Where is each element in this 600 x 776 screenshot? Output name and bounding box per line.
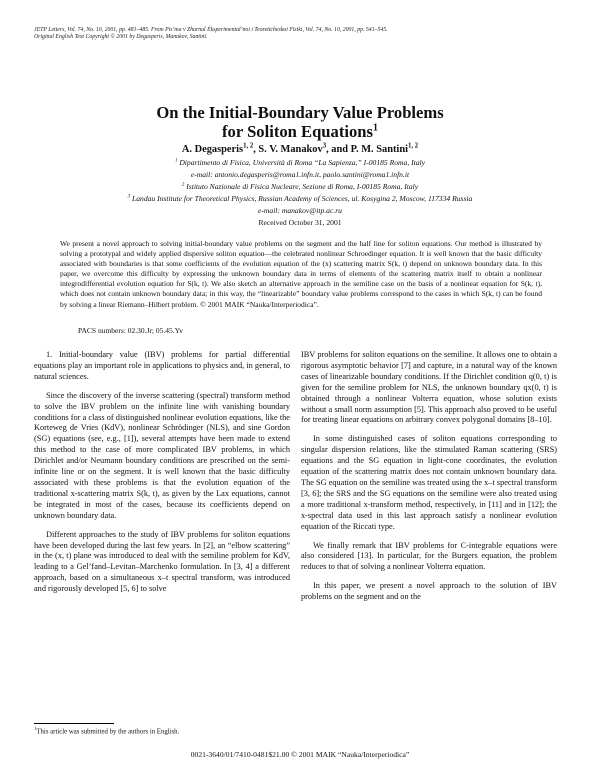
aff-sup: 3 — [127, 194, 131, 200]
right-column — [301, 350, 557, 611]
journal-citation: JETP Letters, Vol. 74, No. 10, 2001, pp. 481–485. From Pis’ma v Zhurnal Éksperimental’noi i Teoreticheskoi Fiziki, Vol. 74, No. 10, 2001, pp. 541–545. — [34, 27, 388, 33]
left-column — [34, 350, 290, 603]
affiliation-2-text: Istituto Nazionale di Fisica Nucleare, Sezione di Roma, I-00185 Roma, Italy — [186, 182, 419, 191]
author-sup: 1, 2 — [407, 142, 419, 150]
affiliation-2 — [0, 182, 600, 192]
footnote-rule — [34, 723, 114, 724]
title-footnote-mark: 1 — [372, 122, 378, 134]
author-sep: , and — [326, 144, 351, 155]
affiliation-3-text: Landau Institute for Theoretical Physics, Russian Academy of Sciences, ul. Kosygina 2, Moscow, 117334 Russia — [132, 194, 473, 203]
journal-header — [34, 27, 574, 41]
affiliation-1-text: Dipartimento di Fisica, Università di Roma “La Sapienza,” I-00185 Roma, Italy — [179, 158, 426, 167]
affiliation-3 — [0, 194, 600, 204]
received-date: Received October 31, 2001 — [258, 218, 342, 227]
pacs-numbers: PACS numbers: 02.30.Jr; 05.45.Yv — [78, 326, 184, 335]
paragraph: Since the discovery of the inverse scattering (spectral) transform method to solve the IBV problem on the infinite line with vanishing boundary conditions for a class of distinguished nonlinear evolution equations, like the Korteweg de Vries (KdV), nonlinear Schrödinger (NLS), and sine Gordon (SG) equations (see, e.g., [1]), several attempts have been made to extend this method to the case of more complicated IBV problems, in which Dirichlet and/or Neumann boundary conditions are prescribed on the semi-infinite line or on the segment. It is well known that the basic difficulty associated with these problems is that the evolution equation of the traditional x-scattering matrix S(k, t), as given by the Lax equations, cannot be integrated in most of the cases, because its coefficients depend on unknown boundary data. — [34, 390, 290, 520]
author-sup: 1, 2 — [243, 142, 254, 150]
email-1: e-mail: antonio.degasperis@roma1.infn.it, paolo.santini@roma1.infn.it — [190, 170, 410, 179]
paragraph: Different approaches to the study of IBV problems for soliton equations have been developed during the last few years. In [2], an “elbow scattering” in the (x, t) plane was introduced to deal with the semiline problem for KdV, leading to a Gel’fand–Levitan–Marchenko formulation. In [3, 4] a different approach, based on a simultaneous x–t spectral transform, was introduced and rigorously developed [5, 6] to solve — [34, 529, 290, 594]
author-santini: P. M. Santini — [350, 144, 408, 155]
footnote-text: This article was submitted by the authors in English. — [36, 728, 180, 736]
author-sup: 3 — [322, 142, 327, 150]
paragraph: In this paper, we present a novel approach to the solution of IBV problems on the segment and on the — [301, 581, 557, 602]
footnote — [34, 727, 179, 735]
title-line-2-text: for Soliton Equations — [222, 122, 373, 141]
paragraph: In some distinguished cases of soliton equations corresponding to singular dispersion relations, like the stimulated Raman scattering (SRS) equations and the SG equation in light-cone coordinates, the evolution equation of the scattering matrix does not contain unknown boundary data. The SG equation on the semiline was treated using the x–t spectral transform [3, 6]; the SRS and the SG equations on the semiline were also treated using a more traditional x-transform method, respectively, in [11] and in [12]; the x-spectral data used in this last approach satisfy a nonlinear evolution equation of the Riccati type. — [301, 434, 557, 531]
aff-sup: 2 — [181, 182, 185, 188]
abstract: We present a novel approach to solving initial-boundary value problems on the segment and the half line for soliton equations. Our method is illustrated by solving a prototypal and widely applied dispersive soliton equation—the celebrated nonlinear Schroedinger equation. It is well known that the basic difficulty associated with boundaries is that some coefficients of the evolution equation of the (x) scattering matrix S(k, t) depend on unknown boundary data. In this paper, we overcome this difficulty by expressing the unknown boundary data in terms of elements of the scattering matrix itself to obtain a nonlinear integrodifferential evolution equation for S(k, t). We also sketch an alternative approach in the semiline case on the basis of a nonlinear equation for S(k, t), which does not contain unknown boundary data; in this way, the “linearizable” boundary value problems correspond to the cases in which S(k, t) can be found by solving a linear Riemann–Hilbert problem. © 2001 MAIK “Nauka/Interperiodica”. — [60, 239, 542, 309]
author-manakov: S. V. Manakov — [258, 144, 323, 155]
footnote-mark: 1 — [34, 727, 37, 732]
title-line-1: On the Initial-Boundary Value Problems — [156, 103, 444, 122]
copyright-line: Original English Text Copyright © 2001 by Degasperis, Manakov, Santini. — [34, 34, 208, 41]
paragraph: 1. Initial-boundary value (IBV) problems for partial differential equations play an important role in applications to physics and, in general, to natural sciences. — [34, 350, 290, 381]
aff-sup: 1 — [174, 158, 178, 164]
title-line-2 — [0, 122, 600, 141]
email-3: e-mail: manakov@itp.ac.ru — [258, 206, 342, 215]
author-sep: , — [253, 144, 259, 155]
page-footer: 0021-3640/01/7410-0481$21.00 © 2001 MAIK “Nauka/Interperiodica” — [190, 750, 410, 759]
author-degasperis: A. Degasperis — [181, 144, 244, 155]
author-list — [0, 144, 600, 155]
affiliation-1 — [0, 158, 600, 168]
paragraph: We finally remark that IBV problems for C-integrable equations were also considered [13]. In particular, for the Burgers equation, the problem reduces to that of solving a nonlinear Volterra equation. — [301, 540, 557, 572]
paragraph: IBV problems for soliton equations on the semiline. It allows one to obtain a rigorous asymptotic behavior [7] and capture, in a natural way of the known cases of linearizable boundary conditions. If the Dirichlet condition q(0, t) is given for the semiline problem for NLS, the unknown boundary qx(0, t) is obtained through a nonlinear Volterra equation, whose solution exists without a small norm assumption [5]. This approach also proved to be useful for treating linear equations on arbitrary convex polygonal domains [8–10]. — [301, 350, 557, 425]
